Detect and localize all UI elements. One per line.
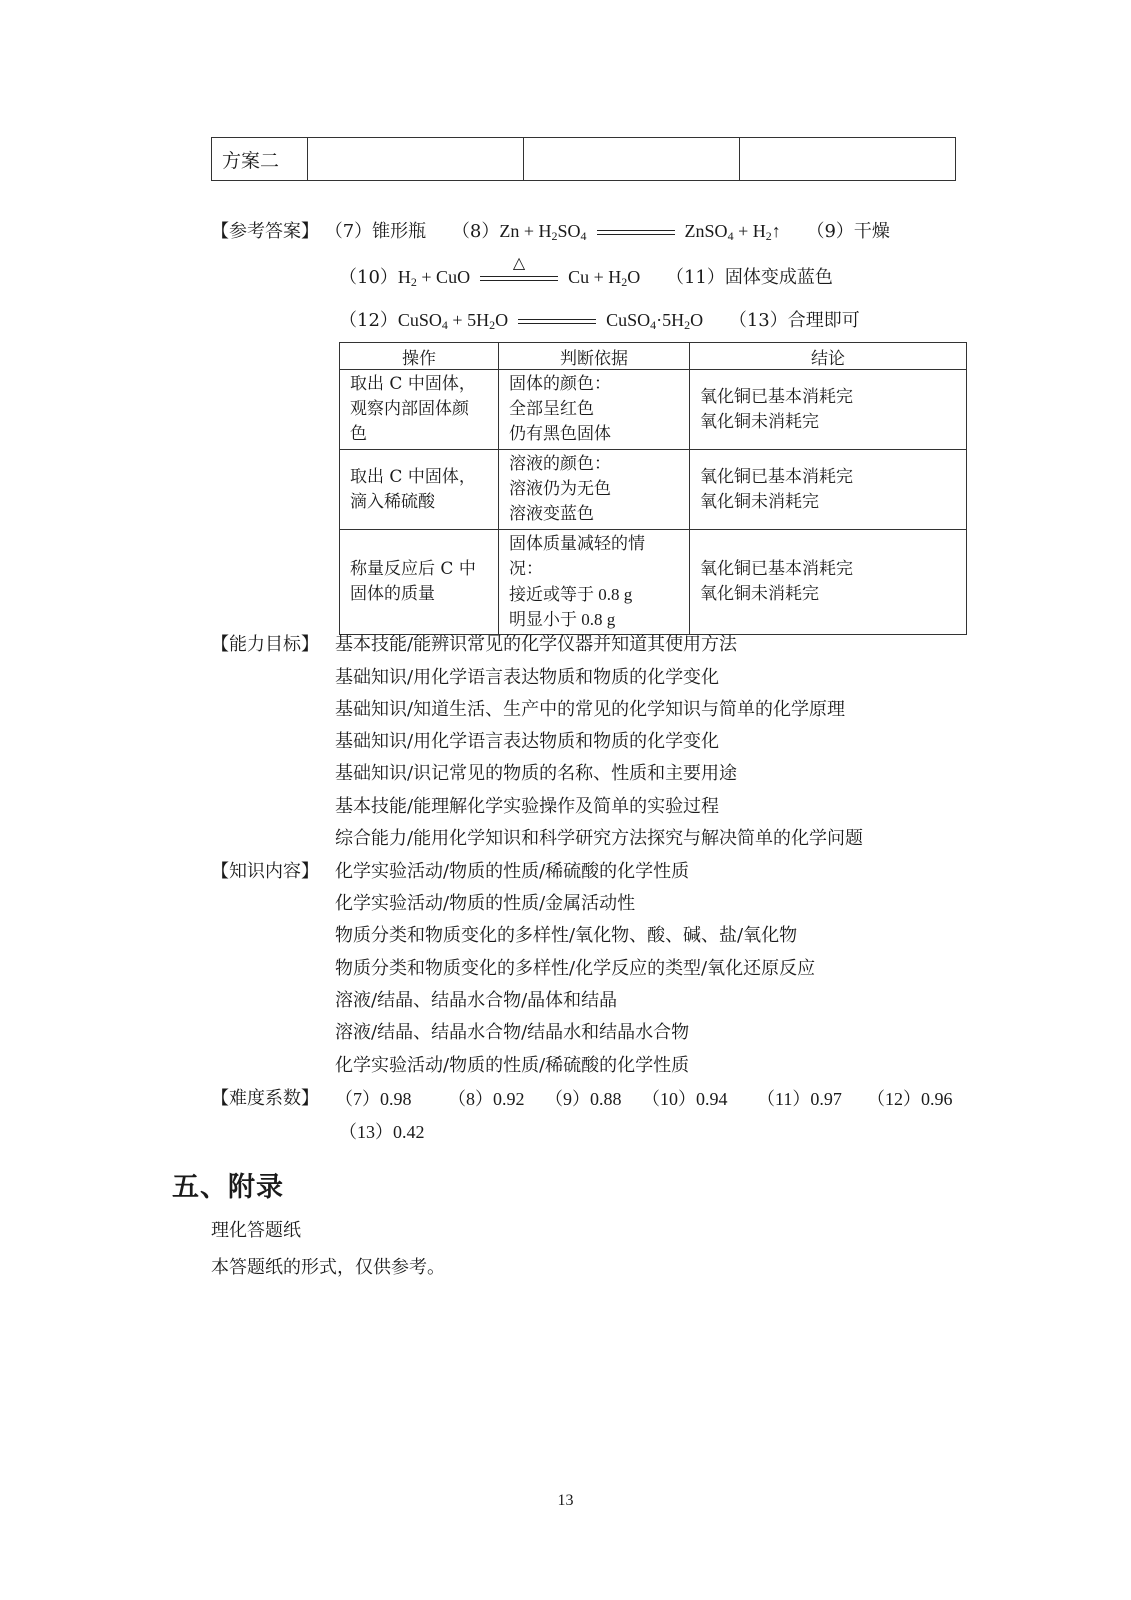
equation-8: $Zn + H_2SO_4$ ZnSO$_4$ + $H_2↑$ bbox=[499, 221, 781, 243]
list-item: 物质分类和物质变化的多样性/化学反应的类型/氧化还原反应 bbox=[335, 958, 816, 979]
list-item: 基本技能/能理解化学实验操作及简单的实验过程 bbox=[335, 796, 720, 817]
list-item: 基础知识/识记常见的物质的名称、性质和主要用途 bbox=[335, 763, 738, 784]
difficulty-item: （9）0.88 bbox=[545, 1089, 622, 1109]
knowledge-label: 【知识内容】 bbox=[211, 861, 319, 882]
equation-12: CuSO$_4$ + $5H_2O$ $CuSO_4\cdot 5H_2O$ bbox=[397, 310, 704, 332]
header-operation: 操作 bbox=[340, 343, 499, 370]
list-item: 基础知识/用化学语言表达物质和物质的化学变化 bbox=[335, 667, 720, 688]
list-item: 化学实验活动/物质的性质/稀硫酸的化学性质 bbox=[335, 861, 690, 882]
basis-cell: 固体质量减轻的情 况： 接近或等于 0.8 g 明显小于 0.8 g bbox=[499, 530, 690, 635]
header-basis: 判断依据 bbox=[499, 343, 690, 370]
appendix-title: 理化答题纸 bbox=[211, 1220, 301, 1241]
operation-cell: 取出 C 中固体， 滴入稀硫酸 bbox=[340, 450, 499, 530]
table-row bbox=[340, 370, 967, 450]
list-item: 物质分类和物质变化的多样性/氧化物、酸、碱、盐/氧化物 bbox=[335, 925, 798, 946]
table-row bbox=[340, 450, 967, 530]
table-row bbox=[340, 530, 967, 635]
difficulty-item: （11）0.97 bbox=[757, 1089, 842, 1109]
difficulty-item: （13）0.42 bbox=[339, 1122, 425, 1142]
answer-11: （11）固体变成蓝色 bbox=[665, 267, 833, 288]
list-item: 化学实验活动/物质的性质/金属活动性 bbox=[335, 893, 636, 914]
list-item: 化学实验活动/物质的性质/稀硫酸的化学性质 bbox=[335, 1055, 690, 1076]
answer-9: （9）干燥 bbox=[806, 221, 890, 242]
scheme-label-cell: 方案二 bbox=[212, 138, 308, 181]
answer-line-1 bbox=[211, 219, 890, 244]
header-conclusion: 结论 bbox=[690, 343, 967, 370]
table-cell bbox=[523, 138, 739, 181]
page-number: 13 bbox=[557, 1492, 574, 1509]
operation-cell: 取出 C 中固体， 观察内部固体颜 色 bbox=[340, 370, 499, 450]
basis-cell: 固体的颜色： 全部呈红色 仍有黑色固体 bbox=[499, 370, 690, 450]
answer-line-2 bbox=[339, 255, 833, 290]
ability-label: 【能力目标】 bbox=[211, 634, 319, 655]
answer-7: （7）锥形瓶 bbox=[324, 221, 427, 242]
heat-symbol: △ bbox=[512, 255, 526, 273]
operation-cell: 称量反应后 C 中 固体的质量 bbox=[340, 530, 499, 635]
answer-label: 【参考答案】 bbox=[211, 221, 319, 242]
list-item: 溶液/结晶、结晶水合物/结晶水和结晶水合物 bbox=[335, 1022, 690, 1043]
conclusion-cell: 氧化铜已基本消耗完 氧化铜未消耗完 bbox=[690, 530, 967, 635]
reaction-arrow bbox=[597, 230, 675, 235]
appendix-note: 本答题纸的形式，仅供参考。 bbox=[211, 1257, 445, 1278]
difficulty-item: （10）0.94 bbox=[642, 1089, 728, 1109]
answer-13: （13）合理即可 bbox=[728, 310, 860, 331]
list-item: 基础知识/用化学语言表达物质和物质的化学变化 bbox=[335, 731, 720, 752]
difficulty-item: （8）0.92 bbox=[448, 1089, 525, 1109]
table-row bbox=[212, 138, 956, 181]
reaction-arrow-heated bbox=[480, 255, 558, 281]
answer-10-number: （10） bbox=[339, 267, 398, 288]
section-heading: 五、附录 bbox=[172, 1172, 284, 1203]
difficulty-item: （7）0.98 bbox=[335, 1089, 412, 1109]
conclusion-cell: 氧化铜已基本消耗完 氧化铜未消耗完 bbox=[690, 450, 967, 530]
list-item: 基本技能/能辨识常见的化学仪器并知道其使用方法 bbox=[335, 634, 738, 655]
difficulty-label: 【难度系数】 bbox=[211, 1088, 319, 1109]
scheme-table bbox=[211, 137, 956, 181]
difficulty-item: （12）0.96 bbox=[867, 1089, 953, 1109]
conclusion-cell: 氧化铜已基本消耗完 氧化铜未消耗完 bbox=[690, 370, 967, 450]
reaction-arrow bbox=[518, 319, 596, 324]
answer-8-number: （8） bbox=[451, 221, 500, 242]
table-header-row bbox=[340, 343, 967, 370]
answer-line-3 bbox=[339, 308, 860, 333]
answer-12-number: （12） bbox=[339, 310, 398, 331]
table-cell bbox=[739, 138, 955, 181]
answer-table bbox=[339, 342, 967, 635]
list-item: 综合能力/能用化学知识和科学研究方法探究与解决简单的化学问题 bbox=[335, 828, 864, 849]
basis-cell: 溶液的颜色： 溶液仍为无色 溶液变蓝色 bbox=[499, 450, 690, 530]
table-cell bbox=[307, 138, 523, 181]
list-item: 溶液/结晶、结晶水合物/晶体和结晶 bbox=[335, 990, 618, 1011]
list-item: 基础知识/知道生活、生产中的常见的化学知识与简单的化学原理 bbox=[335, 699, 846, 720]
equation-10: $H_2$ + CuO △ $Cu + H_2O$ bbox=[398, 267, 640, 287]
